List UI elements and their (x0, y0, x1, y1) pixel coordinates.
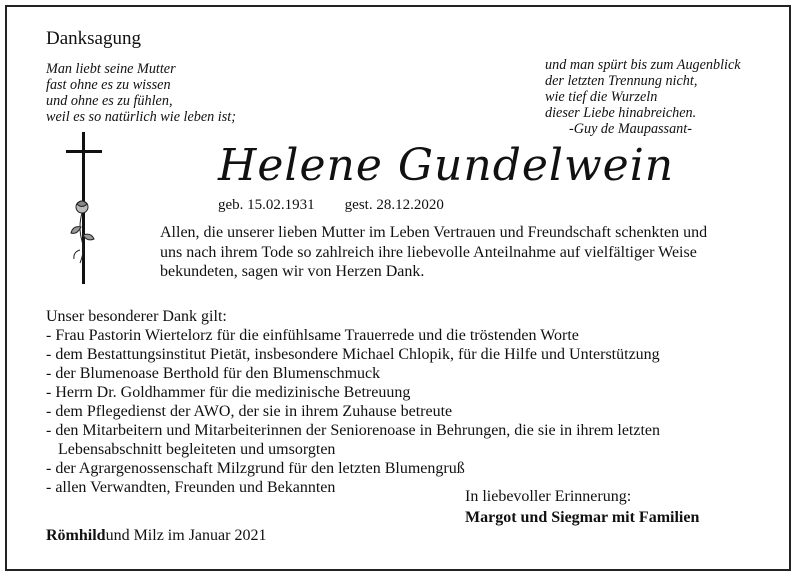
thanks-heading: Unser besonderer Dank gilt: (46, 308, 227, 325)
closing-line: In liebevoller Erinnerung: (465, 488, 632, 505)
thanks-item: - Frau Pastorin Wiertelorz für die einfühlsame Trauerrede und die tröstenden Worte (46, 327, 579, 344)
poem-line: wie tief die Wurzeln (545, 89, 658, 105)
poem-line: und man spürt bis zum Augenblick (545, 57, 741, 73)
closing-names: Margot und Siegmar mit Familien (465, 509, 700, 526)
deceased-name: Helene Gundelwein (218, 140, 675, 191)
cross-icon (64, 132, 104, 284)
thanks-item: - der Blumenoase Berthold für den Blumenschmuck (46, 365, 381, 382)
life-dates (218, 197, 444, 214)
thanks-item: - der Agrargenossenschaft Milzgrund für den letzten Blumengruß (46, 460, 465, 477)
poem-right (545, 57, 741, 137)
birth-date: geb. 15.02.1931 (218, 197, 315, 213)
poem-left (46, 61, 236, 125)
thanks-list (46, 307, 660, 497)
thanks-item: - dem Bestattungsinstitut Pietät, insbesondere Michael Chlopik, für die Hilfe und Unterstützung (46, 346, 660, 363)
poem-line: fast ohne es zu wissen (46, 77, 171, 93)
place-date-text: und Milz im Januar 2021 (105, 527, 267, 544)
poem-line: dieser Liebe hinabreichen. (545, 105, 697, 121)
intro-text (160, 223, 707, 282)
intro-line: uns nach ihrem Tode so zahlreich ihre liebevolle Anteilnahme auf vielfältiger Weise (160, 243, 697, 261)
intro-line: Allen, die unserer lieben Mutter im Leben Vertrauen und Freundschaft schenkten und (160, 224, 708, 241)
thanks-item: - Herrn Dr. Goldhammer für die medizinische Betreuung (46, 384, 411, 401)
death-date: gest. 28.12.2020 (344, 197, 444, 213)
closing (465, 486, 699, 528)
thanks-item: Lebensabschnitt begleiteten und umsorgten (58, 441, 336, 458)
poem-author: -Guy de Maupassant- (569, 121, 692, 137)
poem-line: der letzten Trennung nicht, (545, 73, 698, 89)
poem-line: Man liebt seine Mutter (46, 61, 176, 77)
thanks-item: - dem Pflegedienst der AWO, der sie in ihrem Zuhause betreute (46, 403, 453, 420)
place-date (46, 527, 266, 545)
poem-line: und ohne es zu fühlen, (46, 93, 173, 109)
intro-line: bekundeten, sagen wir von Herzen Dank. (160, 263, 425, 280)
thanks-item: - allen Verwandten, Freunden und Bekannten (46, 479, 336, 496)
place-name: Römhild (46, 527, 106, 544)
poem-line: weil es so natürlich wie leben ist; (46, 109, 236, 125)
heading: Danksagung (46, 28, 141, 49)
thanks-item: - den Mitarbeitern und Mitarbeiterinnen der Seniorenoase in Behrungen, die sie in ihrem letzten (46, 422, 661, 439)
